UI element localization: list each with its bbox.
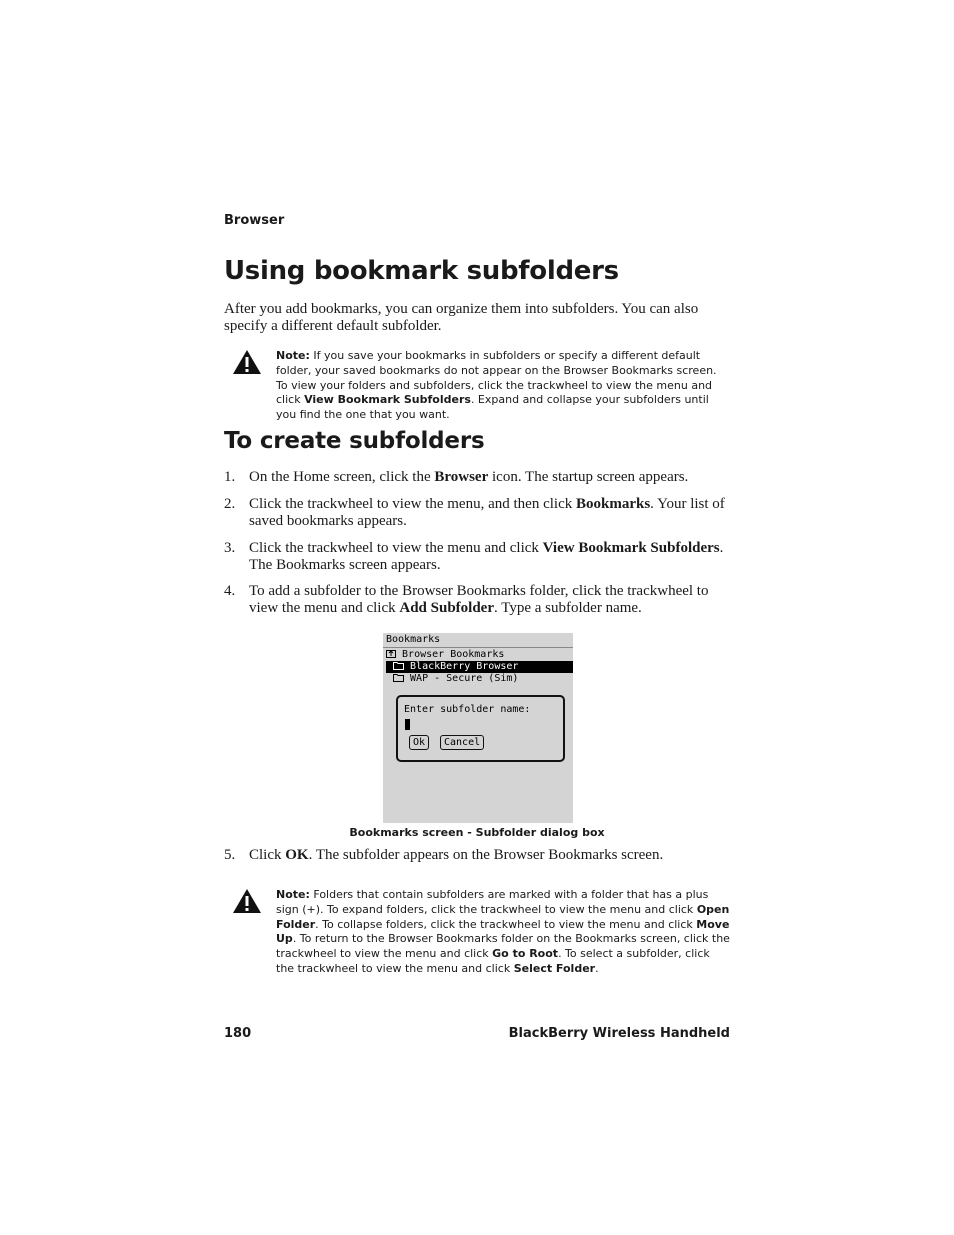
- dialog-prompt: Enter subfolder name:: [404, 704, 531, 715]
- root-folder-row[interactable]: Browser Bookmarks: [386, 649, 576, 661]
- book-title: BlackBerry Wireless Handheld: [508, 1026, 730, 1041]
- note-box-1: [232, 349, 732, 422]
- ok-button[interactable]: Ok: [409, 735, 429, 750]
- section-heading: To create subfolders: [224, 428, 485, 454]
- intro-paragraph: After you add bookmarks, you can organize them into subfolders. You can also specify a different default subfolder.: [224, 301, 699, 334]
- folder-icon: [393, 673, 404, 682]
- cancel-button[interactable]: Cancel: [440, 735, 484, 750]
- text-cursor[interactable]: [405, 719, 410, 730]
- note-box-2: [232, 888, 732, 978]
- note-text-1: Note: If you save your bookmarks in subfolders or specify a different default folder, your saved bookmarks do not appear on the Browser Bookmarks screen. To view your folders and subfolders, click the trackwheel to view the menu and click View Bookmark Subfolders. Expand and collapse your subfolders until you find the one that you want.: [276, 349, 717, 422]
- figure-caption: Bookmarks screen - Subfolder dialog box: [349, 826, 605, 839]
- bookmark-folder-row[interactable]: WAP - Secure (Sim): [386, 673, 576, 685]
- page-number: 180: [224, 1026, 252, 1041]
- bookmarks-screenshot: [383, 633, 573, 823]
- note-text-2: Note: Folders that contain subfolders are marked with a folder that has a plus sign (+). To expand folders, click the trackwheel to view the menu and click Open Folder. To collapse folders, click the trackwheel to view the menu and click Move Up. To return to the Browser Bookmarks folder on the Bookmarks screen, click the trackwheel to view the menu and click Go to Root. To select a subfolder, click the trackwheel to view the menu and click Select Folder.: [276, 888, 730, 975]
- folder-icon: [386, 649, 396, 658]
- section-label: Browser: [224, 213, 285, 228]
- subfolder-dialog: [396, 695, 565, 762]
- warning-icon: [232, 349, 262, 375]
- divider: [383, 647, 573, 648]
- folder-icon: [393, 661, 404, 670]
- screen-title: Bookmarks: [386, 634, 441, 645]
- warning-icon: [232, 888, 262, 914]
- page-title: Using bookmark subfolders: [224, 256, 619, 286]
- bookmark-folder-row[interactable]: BlackBerry Browser: [386, 661, 573, 673]
